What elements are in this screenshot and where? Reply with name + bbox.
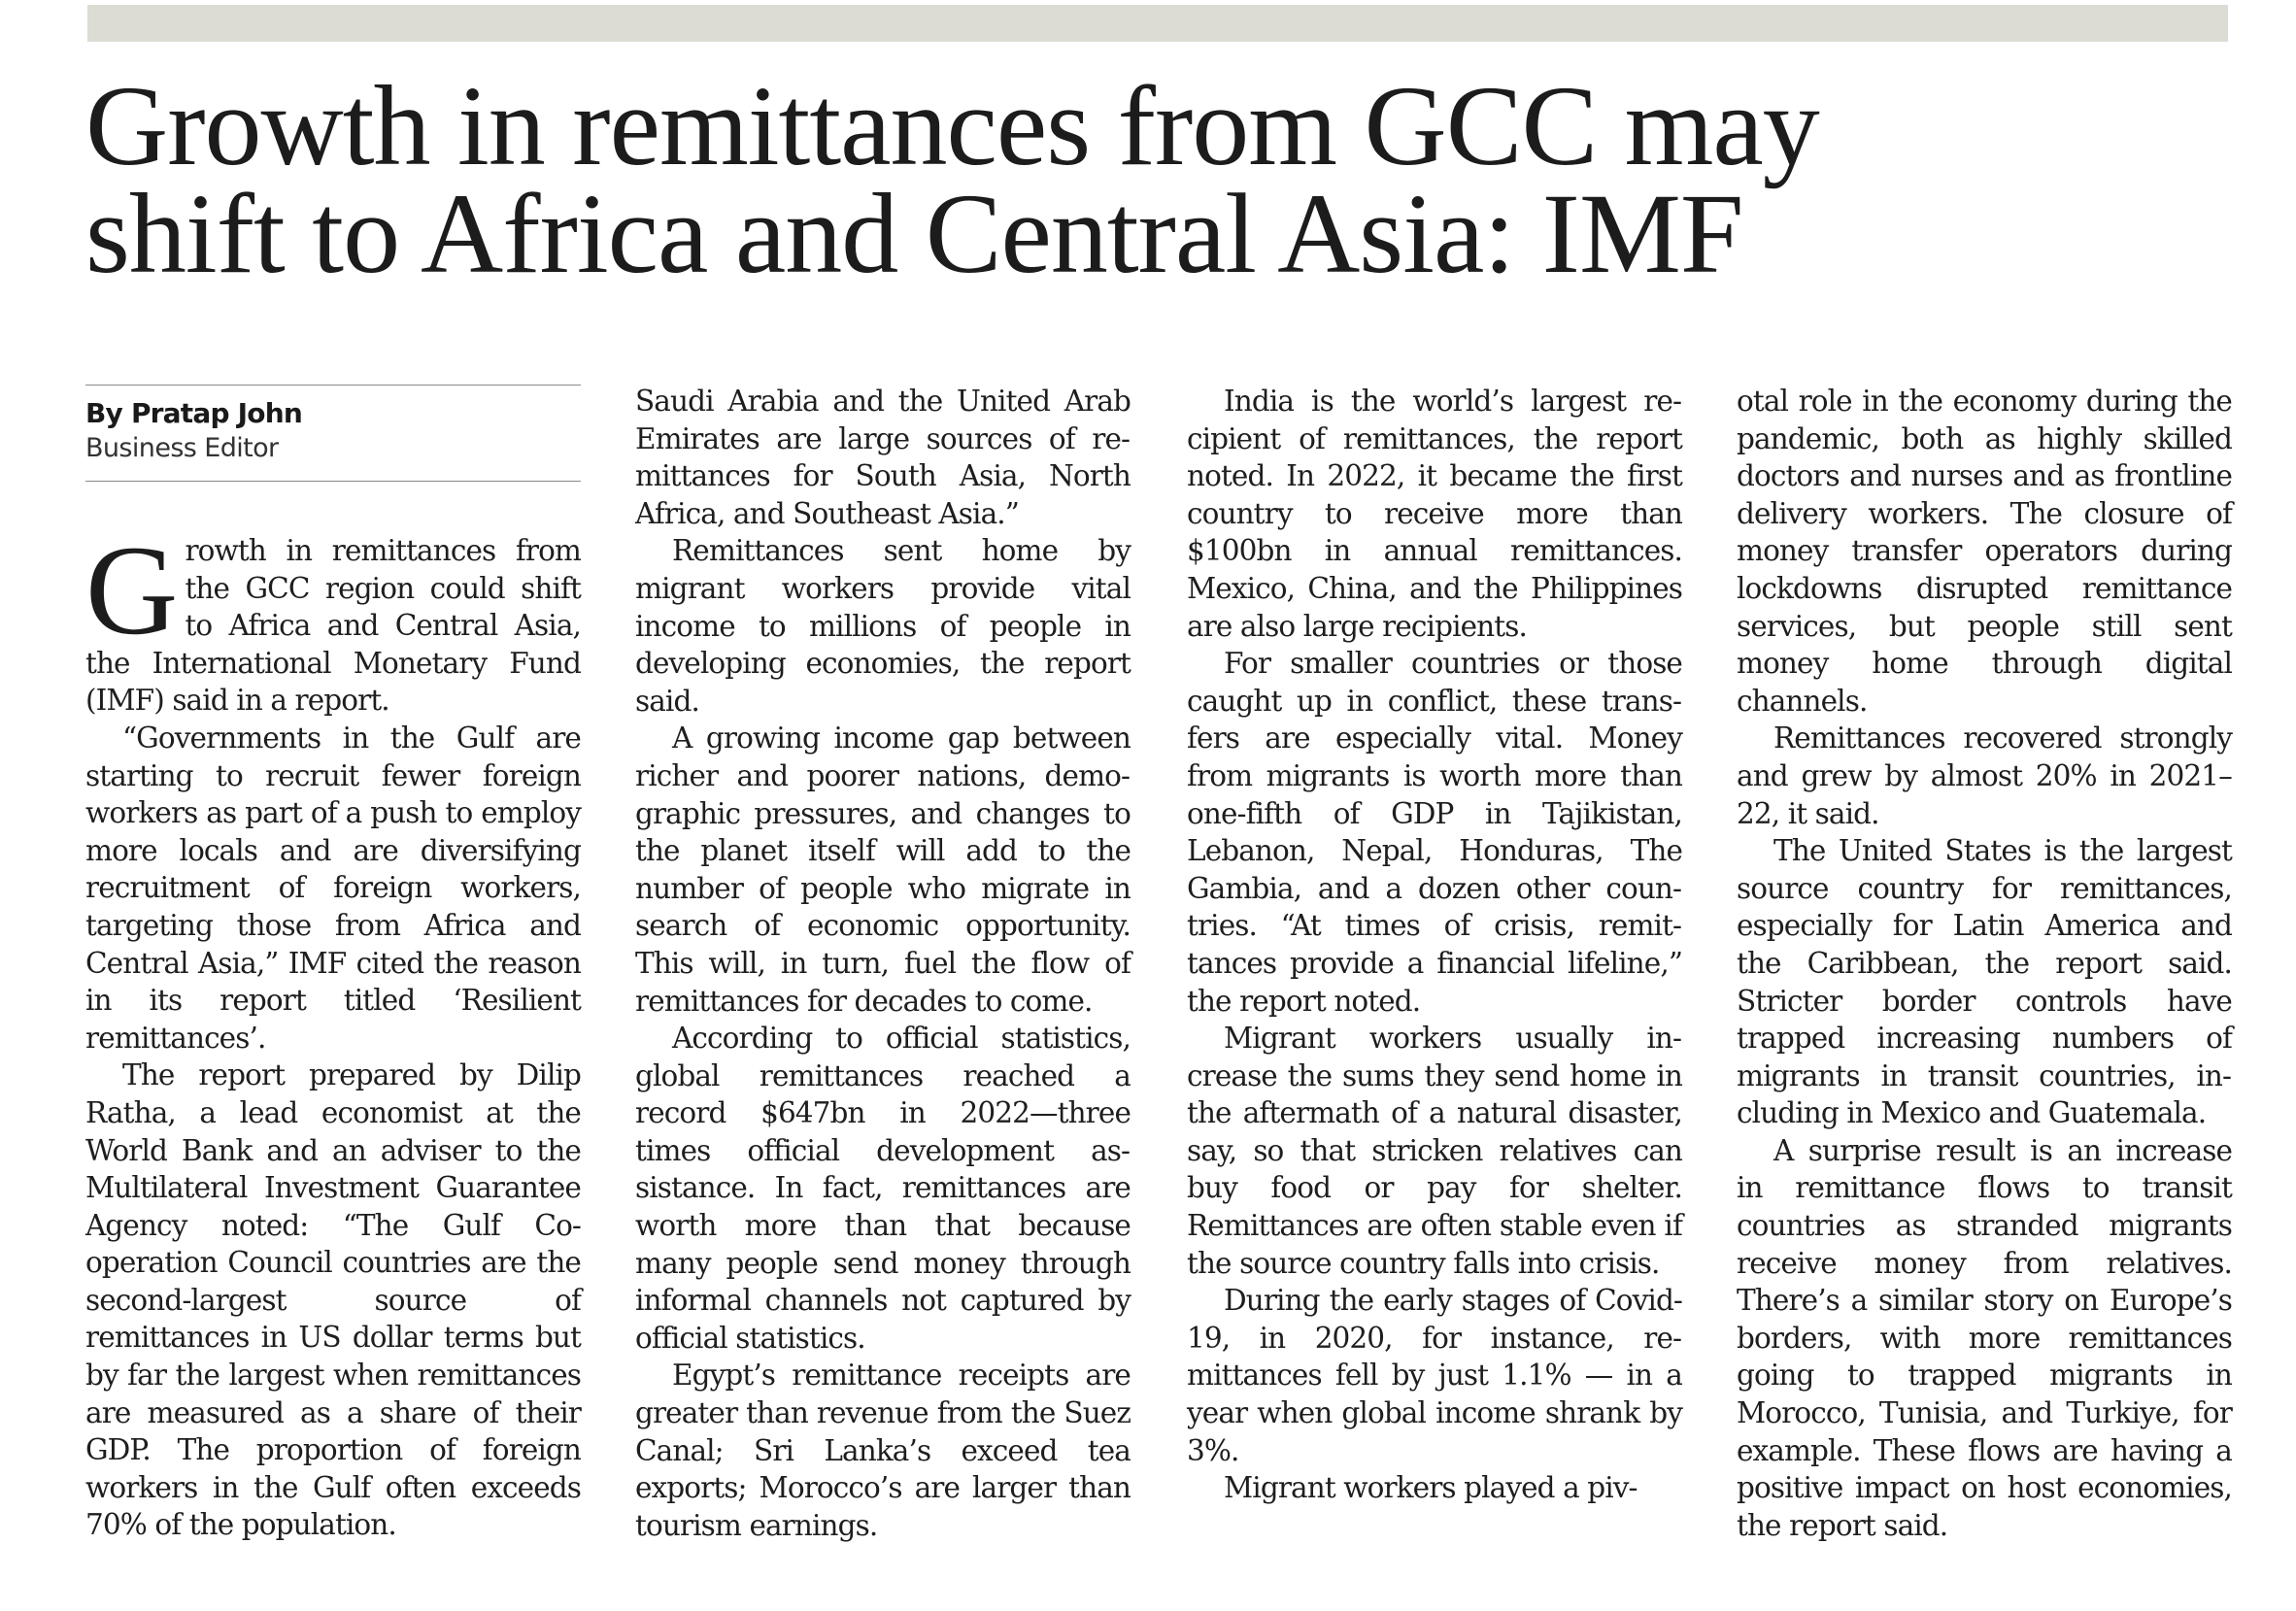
paragraph: otal role in the economy during the pandemic, both as highly skilled doctors and nurses and as frontline delivery workers. The closure of money transfer operators during lockdowns disrupted remittance services, but people still sent money home through digital channels.	[1737, 385, 2232, 718]
column-4	[1737, 383, 2232, 1544]
top-color-band	[87, 5, 2228, 42]
paragraph: The report prepared by Dilip Ratha, a lead economist at the World Bank and an adviser to the Multilateral Investment Guarantee Agency noted: “The Gulf Co-operation Council countries are the second-largest source of remittances in US dollar terms but by far the largest when remittances are measured as a share of their GDP. The proportion of foreign workers in the Gulf often exceeds 70% of the population.	[85, 1058, 581, 1542]
paragraph: Egypt’s remittance receipts are greater than revenue from the Suez Canal; Sri Lanka’s exceed tea exports; Morocco’s are larger than tourism earnings.	[635, 1359, 1131, 1542]
paragraph: Migrant workers usually increase the sums they send home in the aftermath of a natural disaster, say, so that stricken relatives can buy food or pay for shelter. Remittances are often stable even if the source country falls into crisis.	[1187, 1022, 1682, 1280]
byline: By Pratap John	[85, 397, 302, 429]
paragraph: Saudi Arabia and the United Arab Emirates are large sources of remittances for South Asia, North Africa, and Southeast Asia.”	[635, 385, 1131, 530]
byline-block	[85, 385, 581, 482]
headline	[85, 62, 2242, 297]
column-2	[635, 383, 1131, 1544]
paragraph: A growing income gap between richer and poorer nations, demographic pressures, and changes to the planet itself will add to the number of people who migrate in search of economic opportunity. This will, in turn, fuel the flow of remittances for decades to come.	[635, 722, 1131, 1018]
byline-role: Business Editor	[85, 433, 279, 463]
paragraph: The United States is the largest source country for remittances, especially for Latin America and the Caribbean, the report said. Stricter border controls have trapped increasing numbers of migrants in transit countries, including in Mexico and Guatemala.	[1737, 834, 2232, 1130]
paragraph: India is the world’s largest recipient of remittances, the report noted. In 2022, it became the first country to receive more than $100bn in annual remittances. Mexico, China, and the Philippines are also large recipients.	[1187, 385, 1682, 643]
paragraph: During the early stages of Covid-19, in 2020, for instance, remittances fell by just 1.1% — in a year when global income shrank by 3%.	[1187, 1284, 1682, 1467]
column-3	[1187, 383, 1682, 1507]
paragraph: Remittances sent home by migrant workers provide vital income to millions of people in developing economies, the report said.	[635, 534, 1131, 718]
paragraph: “Governments in the Gulf are starting to recruit fewer foreign workers as part of a push to employ more locals and are diversifying recruitment of foreign workers, targeting those from Africa and Central Asia,” IMF cited the reason in its report titled ‘Resilient remittances’.	[85, 721, 581, 1055]
headline-line-1: Growth in remittances from GCC may	[85, 62, 1819, 189]
column-1	[85, 383, 581, 1544]
paragraph: A surprise result is an increase in remittance flows to transit countries as stranded migrants receive money from relatives. There’s a similar story on Europe’s borders, with more remittances going to trapped migrants in Morocco, Tunisia, and Turkiye, for example. These flows are having a positive impact on host economies, the report said.	[1737, 1133, 2232, 1542]
paragraph: Remittances recovered strongly and grew by almost 20% in 2021–22, it said.	[1737, 722, 2232, 830]
drop-cap: G	[85, 519, 178, 661]
paragraph: According to official statistics, global remittances reached a record $647bn in 2022—three times official development assistance. In fact, remittances are worth more than that because many people send money through informal channels not captured by official statistics.	[635, 1022, 1131, 1355]
paragraph-text: rowth in remittances from the GCC region could shift to Africa and Central Asia, the International Monetary Fund (IMF) said in a report.	[85, 534, 581, 718]
paragraph: Migrant workers played a piv-	[1224, 1471, 1638, 1505]
headline-line-2: shift to Africa and Central Asia: IMF	[85, 170, 1743, 297]
paragraph	[85, 519, 581, 720]
paragraph: For smaller countries or those caught up in conflict, these transfers are especially vital. Money from migrants is worth more than one-fifth of GDP in Tajikistan, Lebanon, Nepal, Honduras, The Gambia, and a dozen other countries. “At times of crisis, remittances provide a financial lifeline,” the report noted.	[1187, 647, 1682, 1018]
